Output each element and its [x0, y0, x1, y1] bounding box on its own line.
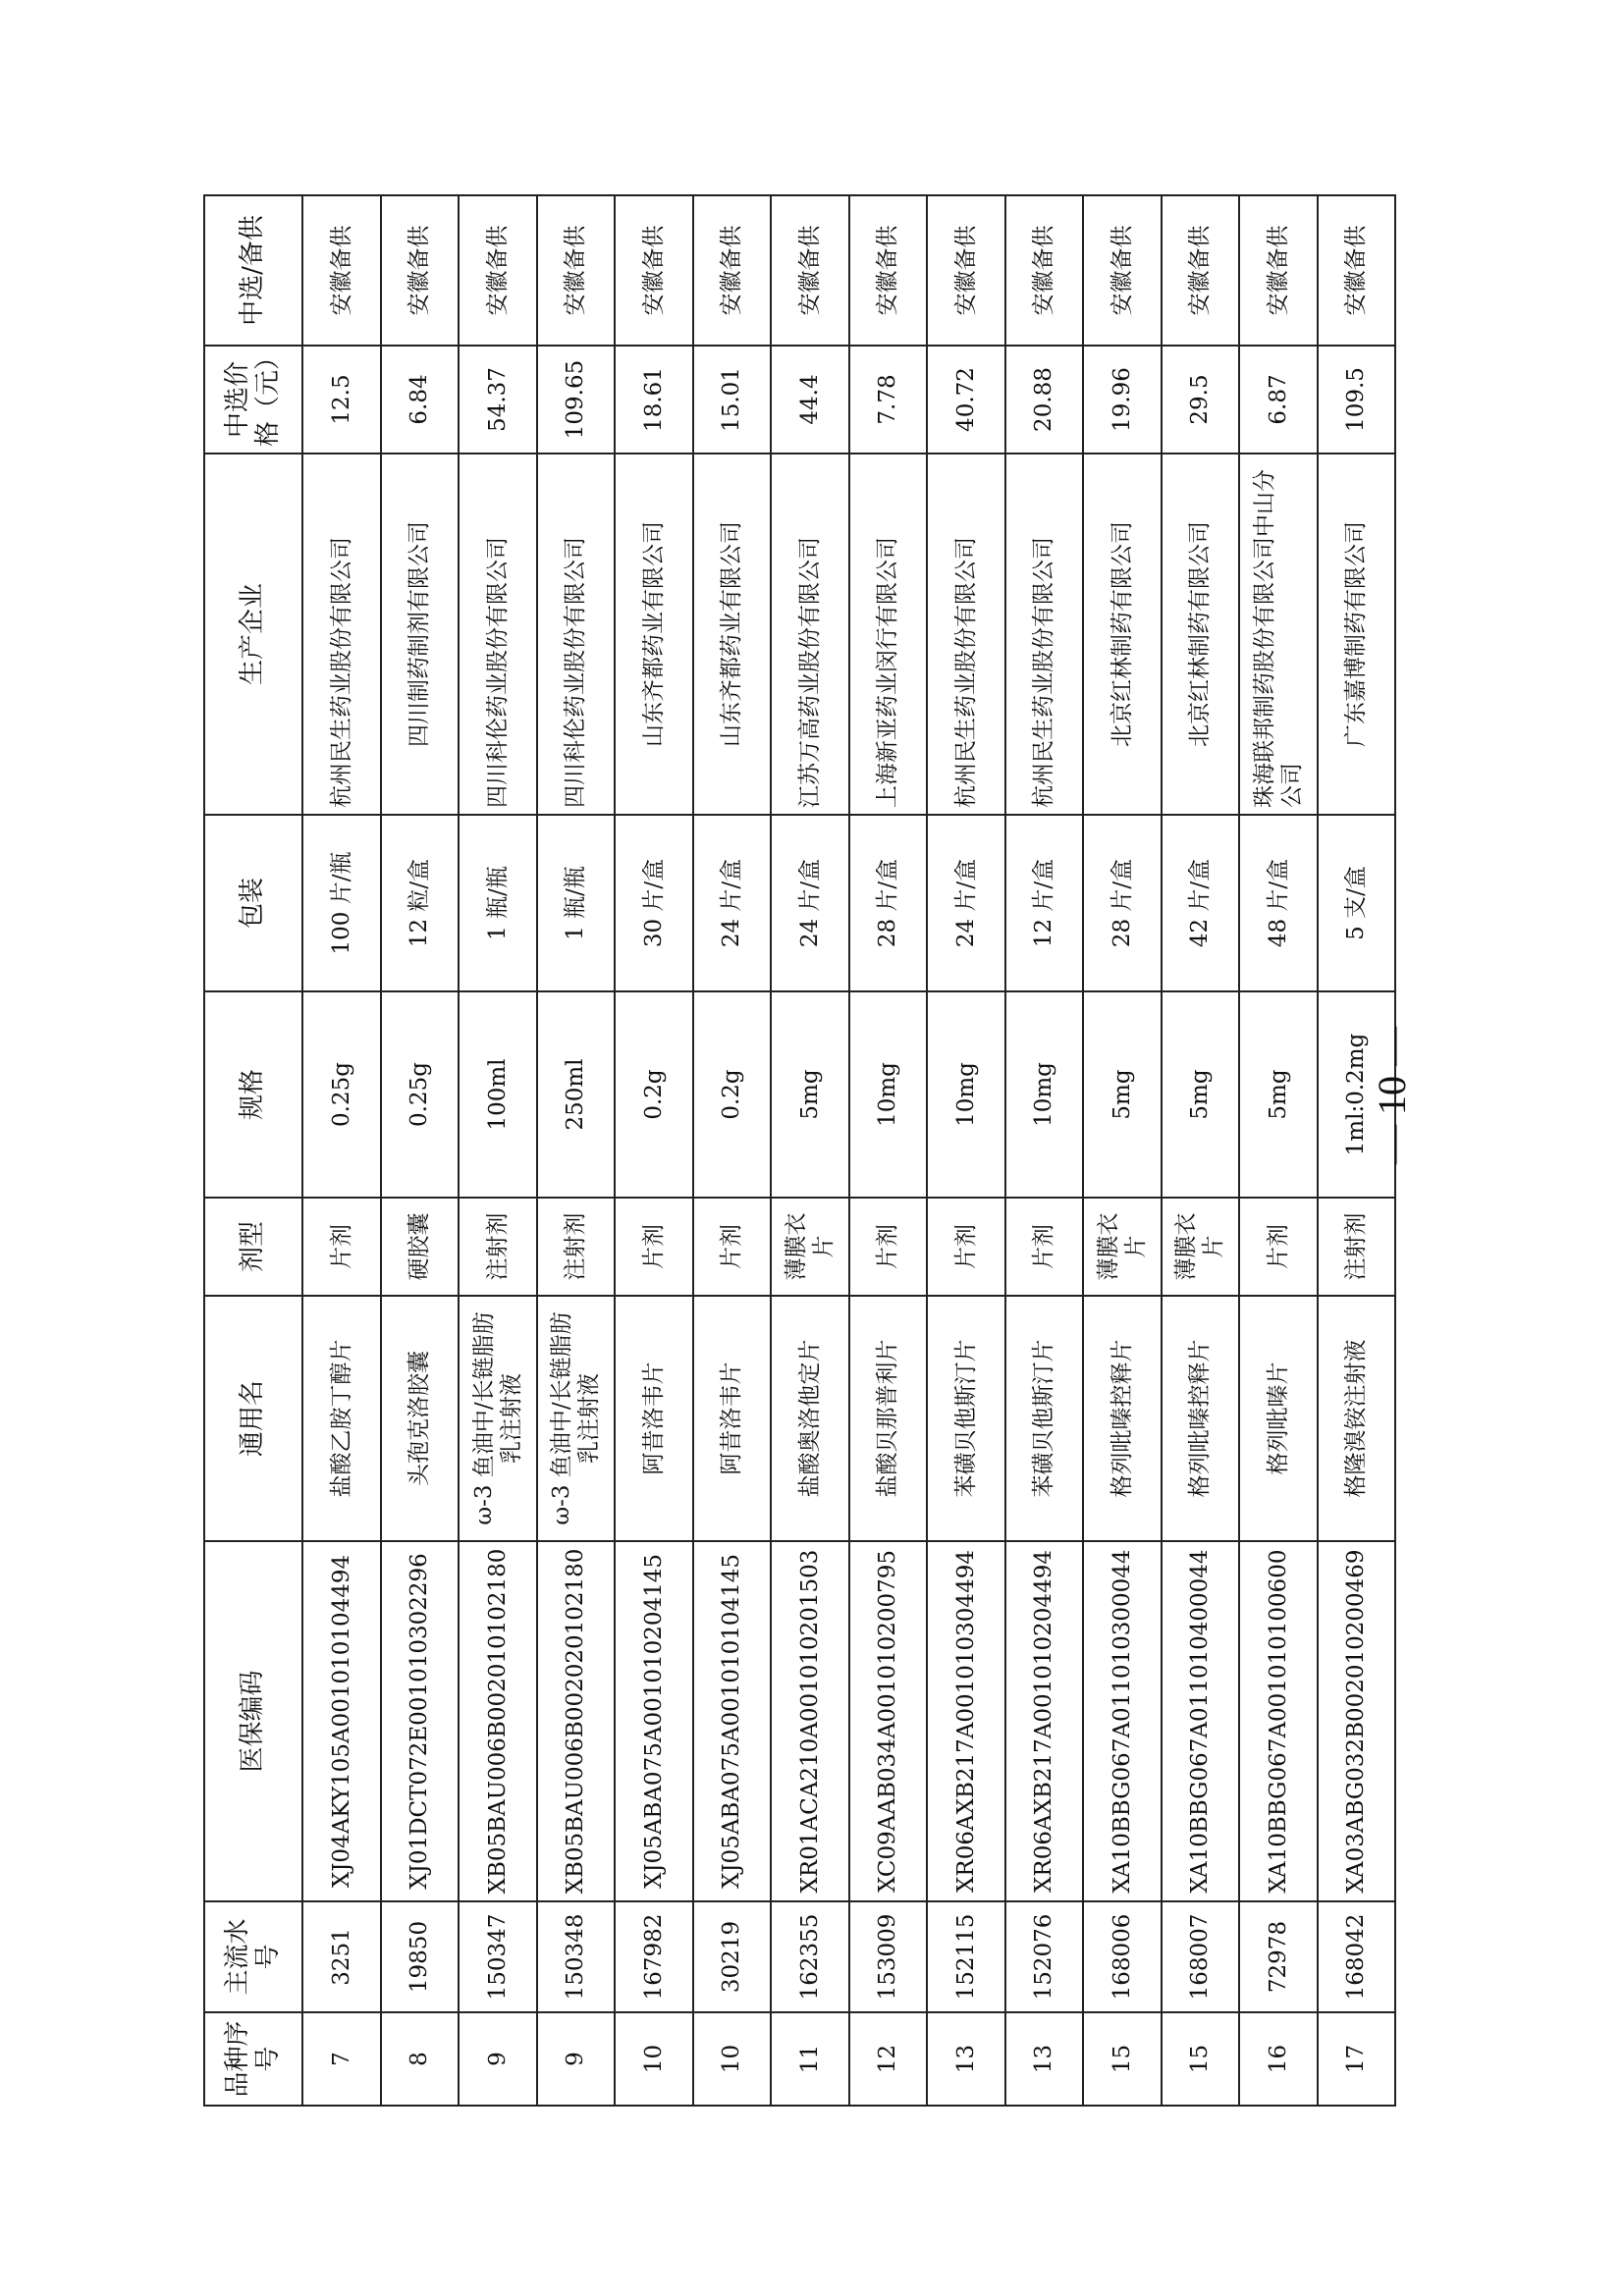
manufacturer-cell: 上海新亚药业闵行有限公司: [849, 454, 928, 815]
variety-seq-cell: 17: [1318, 2012, 1396, 2106]
dosage-form-cell: 薄膜衣片: [1083, 1198, 1162, 1296]
insurance-code-cell: XA10BBG067A011010300044: [1083, 1541, 1162, 1901]
flow-number-cell: 162355: [771, 1901, 849, 2012]
flow-number-cell: 167982: [615, 1901, 693, 2012]
table-header-row: [204, 195, 302, 2106]
dosage-form-cell: 片剂: [1005, 1198, 1084, 1296]
header-cell: 剂型: [204, 1198, 302, 1296]
flow-number-cell: 30219: [693, 1901, 772, 2012]
table-row: [459, 195, 537, 2106]
dosage-form-cell: 片剂: [849, 1198, 928, 1296]
insurance-code-cell: XJ04AKY105A001010104494: [302, 1541, 381, 1901]
table-row: [1005, 195, 1084, 2106]
insurance-code-cell: XC09AAB034A001010200795: [849, 1541, 928, 1901]
manufacturer-cell: 杭州民生药业股份有限公司: [927, 454, 1005, 815]
selection-status-cell: 安徽备供: [537, 195, 616, 346]
table-row: [1162, 195, 1240, 2106]
header-cell: 品种序号: [204, 2012, 302, 2106]
generic-name-cell: 格列吡嗪片: [1239, 1296, 1318, 1541]
insurance-code-cell: XR06AXB217A001010304494: [927, 1541, 1005, 1901]
price-cell: 29.5: [1162, 346, 1240, 454]
header-cell: 主流水号: [204, 1901, 302, 2012]
generic-name-cell: 格列吡嗪控释片: [1083, 1296, 1162, 1541]
header-cell: 中选/备供: [204, 195, 302, 346]
spec-cell: 5mg: [1083, 991, 1162, 1198]
generic-name-cell: 苯磺贝他斯汀片: [927, 1296, 1005, 1541]
dosage-form-cell: 薄膜衣片: [771, 1198, 849, 1296]
flow-number-cell: 72978: [1239, 1901, 1318, 2012]
price-cell: 6.87: [1239, 346, 1318, 454]
variety-seq-cell: 8: [381, 2012, 460, 2106]
manufacturer-cell: 北京红林制药有限公司: [1083, 454, 1162, 815]
table-row: [771, 195, 849, 2106]
selection-status-cell: 安徽备供: [693, 195, 772, 346]
table-row: [302, 195, 381, 2106]
spec-cell: 10mg: [927, 991, 1005, 1198]
table-row: [1239, 195, 1318, 2106]
selection-status-cell: 安徽备供: [1162, 195, 1240, 346]
variety-seq-cell: 10: [693, 2012, 772, 2106]
price-cell: 109.5: [1318, 346, 1396, 454]
selection-status-cell: 安徽备供: [927, 195, 1005, 346]
generic-name-cell: 阿昔洛韦片: [615, 1296, 693, 1541]
variety-seq-cell: 15: [1083, 2012, 1162, 2106]
dosage-form-cell: 片剂: [615, 1198, 693, 1296]
variety-seq-cell: 15: [1162, 2012, 1240, 2106]
table-row: [381, 195, 460, 2106]
manufacturer-cell: 杭州民生药业股份有限公司: [1005, 454, 1084, 815]
package-cell: 30 片/盒: [615, 815, 693, 991]
insurance-code-cell: XJ05ABA075A001010104145: [693, 1541, 772, 1901]
insurance-code-cell: XR01ACA210A001010201503: [771, 1541, 849, 1901]
insurance-code-cell: XJ05ABA075A001010204145: [615, 1541, 693, 1901]
header-cell: 包装: [204, 815, 302, 991]
manufacturer-cell: 珠海联邦制药股份有限公司中山分公司: [1239, 454, 1318, 815]
spec-cell: 5mg: [1239, 991, 1318, 1198]
header-cell: 医保编码: [204, 1541, 302, 1901]
dosage-form-cell: 注射剂: [459, 1198, 537, 1296]
flow-number-cell: 19850: [381, 1901, 460, 2012]
price-cell: 12.5: [302, 346, 381, 454]
package-cell: 24 片/盒: [771, 815, 849, 991]
selection-status-cell: 安徽备供: [849, 195, 928, 346]
manufacturer-cell: 山东齐都药业有限公司: [693, 454, 772, 815]
generic-name-cell: ω-3 鱼油中/长链脂肪乳注射液: [459, 1296, 537, 1541]
insurance-code-cell: XA03ABG032B002010200469: [1318, 1541, 1396, 1901]
flow-number-cell: 168007: [1162, 1901, 1240, 2012]
spec-cell: 5mg: [1162, 991, 1240, 1198]
generic-name-cell: ω-3 鱼油中/长链脂肪乳注射液: [537, 1296, 616, 1541]
variety-seq-cell: 11: [771, 2012, 849, 2106]
insurance-code-cell: XB05BAU006B002010102180: [459, 1541, 537, 1901]
package-cell: 12 片/盒: [1005, 815, 1084, 991]
table-row: [693, 195, 772, 2106]
price-cell: 20.88: [1005, 346, 1084, 454]
price-cell: 109.65: [537, 346, 616, 454]
spec-cell: 5mg: [771, 991, 849, 1198]
generic-name-cell: 格列吡嗪控释片: [1162, 1296, 1240, 1541]
dosage-form-cell: 注射剂: [1318, 1198, 1396, 1296]
manufacturer-cell: 四川科伦药业股份有限公司: [459, 454, 537, 815]
selection-status-cell: 安徽备供: [771, 195, 849, 346]
package-cell: 5 支/盒: [1318, 815, 1396, 991]
table-row: [927, 195, 1005, 2106]
selection-status-cell: 安徽备供: [1239, 195, 1318, 346]
price-cell: 19.96: [1083, 346, 1162, 454]
spec-cell: 0.25g: [302, 991, 381, 1198]
price-cell: 18.61: [615, 346, 693, 454]
table-row: [1083, 195, 1162, 2106]
header-cell: 生产企业: [204, 454, 302, 815]
variety-seq-cell: 13: [1005, 2012, 1084, 2106]
price-cell: 44.4: [771, 346, 849, 454]
variety-seq-cell: 13: [927, 2012, 1005, 2106]
header-cell: 中选价格（元）: [204, 346, 302, 454]
price-cell: 40.72: [927, 346, 1005, 454]
generic-name-cell: 格隆溴铵注射液: [1318, 1296, 1396, 1541]
flow-number-cell: 150347: [459, 1901, 537, 2012]
dosage-form-cell: 硬胶囊: [381, 1198, 460, 1296]
package-cell: 28 片/盒: [849, 815, 928, 991]
drug-selection-table: [203, 194, 1396, 2107]
generic-name-cell: 头孢克洛胶囊: [381, 1296, 460, 1541]
manufacturer-cell: 江苏万高药业股份有限公司: [771, 454, 849, 815]
manufacturer-cell: 广东嘉博制药有限公司: [1318, 454, 1396, 815]
spec-cell: 0.25g: [381, 991, 460, 1198]
insurance-code-cell: XA10BBG067A011010400044: [1162, 1541, 1240, 1901]
selection-status-cell: 安徽备供: [302, 195, 381, 346]
price-cell: 6.84: [381, 346, 460, 454]
insurance-code-cell: XA10BBG067A001010100600: [1239, 1541, 1318, 1901]
package-cell: 42 片/盒: [1162, 815, 1240, 991]
table-row: [849, 195, 928, 2106]
package-cell: 28 片/盒: [1083, 815, 1162, 991]
variety-seq-cell: 10: [615, 2012, 693, 2106]
flow-number-cell: 153009: [849, 1901, 928, 2012]
dosage-form-cell: 片剂: [693, 1198, 772, 1296]
variety-seq-cell: 9: [537, 2012, 616, 2106]
insurance-code-cell: XR06AXB217A001010204494: [1005, 1541, 1084, 1901]
generic-name-cell: 盐酸贝那普利片: [849, 1296, 928, 1541]
manufacturer-cell: 北京红林制药有限公司: [1162, 454, 1240, 815]
variety-seq-cell: 12: [849, 2012, 928, 2106]
variety-seq-cell: 9: [459, 2012, 537, 2106]
generic-name-cell: 阿昔洛韦片: [693, 1296, 772, 1541]
dosage-form-cell: 片剂: [927, 1198, 1005, 1296]
selection-status-cell: 安徽备供: [1005, 195, 1084, 346]
table-row: [537, 195, 616, 2106]
manufacturer-cell: 四川科伦药业股份有限公司: [537, 454, 616, 815]
dosage-form-cell: 片剂: [302, 1198, 381, 1296]
manufacturer-cell: 四川制药制剂有限公司: [381, 454, 460, 815]
insurance-code-cell: XJ01DCT072E001010302296: [381, 1541, 460, 1901]
table-row: [615, 195, 693, 2106]
header-cell: 规格: [204, 991, 302, 1198]
selection-status-cell: 安徽备供: [1083, 195, 1162, 346]
package-cell: 100 片/瓶: [302, 815, 381, 991]
generic-name-cell: 盐酸奥洛他定片: [771, 1296, 849, 1541]
manufacturer-cell: 杭州民生药业股份有限公司: [302, 454, 381, 815]
spec-cell: 1ml:0.2mg: [1318, 991, 1396, 1198]
flow-number-cell: 3251: [302, 1901, 381, 2012]
spec-cell: 0.2g: [615, 991, 693, 1198]
flow-number-cell: 152115: [927, 1901, 1005, 2012]
selection-status-cell: 安徽备供: [459, 195, 537, 346]
package-cell: 1 瓶/瓶: [537, 815, 616, 991]
package-cell: 12 粒/盒: [381, 815, 460, 991]
insurance-code-cell: XB05BAU006B002020102180: [537, 1541, 616, 1901]
generic-name-cell: 盐酸乙胺丁醇片: [302, 1296, 381, 1541]
selection-status-cell: 安徽备供: [1318, 195, 1396, 346]
generic-name-cell: 苯磺贝他斯汀片: [1005, 1296, 1084, 1541]
spec-cell: 100ml: [459, 991, 537, 1198]
variety-seq-cell: 7: [302, 2012, 381, 2106]
variety-seq-cell: 16: [1239, 2012, 1318, 2106]
manufacturer-cell: 山东齐都药业有限公司: [615, 454, 693, 815]
flow-number-cell: 168006: [1083, 1901, 1162, 2012]
package-cell: 1 瓶/瓶: [459, 815, 537, 991]
price-cell: 54.37: [459, 346, 537, 454]
spec-cell: 0.2g: [693, 991, 772, 1198]
dosage-form-cell: 片剂: [1239, 1198, 1318, 1296]
flow-number-cell: 150348: [537, 1901, 616, 2012]
flow-number-cell: 152076: [1005, 1901, 1084, 2012]
package-cell: 24 片/盒: [693, 815, 772, 991]
selection-status-cell: 安徽备供: [615, 195, 693, 346]
flow-number-cell: 168042: [1318, 1901, 1396, 2012]
spec-cell: 250ml: [537, 991, 616, 1198]
price-cell: 15.01: [693, 346, 772, 454]
rotated-table-page: [203, 196, 1393, 2107]
price-cell: 7.78: [849, 346, 928, 454]
package-cell: 24 片/盒: [927, 815, 1005, 991]
spec-cell: 10mg: [849, 991, 928, 1198]
header-cell: 通用名: [204, 1296, 302, 1541]
package-cell: 48 片/盒: [1239, 815, 1318, 991]
dosage-form-cell: 薄膜衣片: [1162, 1198, 1240, 1296]
dosage-form-cell: 注射剂: [537, 1198, 616, 1296]
selection-status-cell: 安徽备供: [381, 195, 460, 346]
spec-cell: 10mg: [1005, 991, 1084, 1198]
page-number: — 10 —: [1370, 1027, 1414, 1164]
